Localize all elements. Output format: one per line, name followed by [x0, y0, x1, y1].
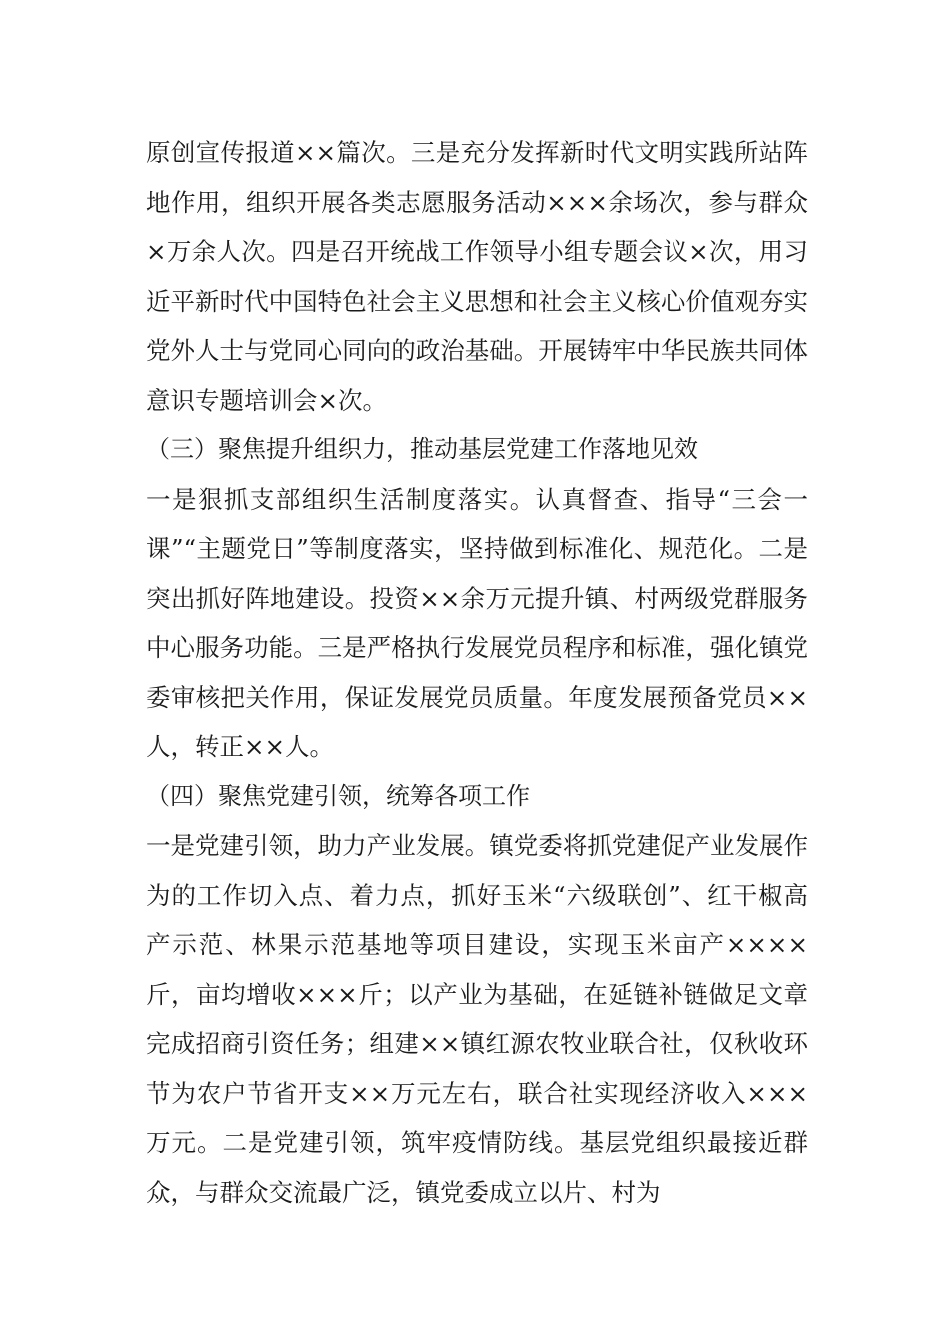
paragraph-party-leadership: 一是党建引领，助力产业发展。镇党委将抓党建促产业发展作为的工作切入点、着力点，抓好玉米“六级联创”、红干椒高产示范、林果示范基地等项目建设，实现玉米亩产××××斤，亩均增收×××斤；以产业为基础，在延链补链做足文章完成招商引资任务；组建××镇红源农牧业联合社，仅秋收环节为农户节省开支××万元左右，联合社实现经济收入×××万元。二是党建引领，筑牢疫情防线。基层党组织最接近群众，与群众交流最广泛，镇党委成立以片、村为 [146, 831, 808, 1207]
document-body [146, 128, 808, 1217]
paragraph-culture-work: 原创宣传报道××篇次。三是充分发挥新时代文明实践所站阵地作用，组织开展各类志愿服务活动×××余场次，参与群众×万余人次。四是召开统战工作领导小组专题会议×次，用习近平新时代中国特色社会主义思想和社会主义核心价值观夯实党外人士与党同心同向的政治基础。开展铸牢中华民族共同体意识专题培训会×次。 [146, 138, 808, 415]
paragraph-organization-work: 一是狠抓支部组织生活制度落实。认真督查、指导“三会一课”“主题党日”等制度落实，坚持做到标准化、规范化。二是突出抓好阵地建设。投资××余万元提升镇、村两级党群服务中心服务功能。三是严格执行发展党员程序和标准，强化镇党委审核把关作用，保证发展党员质量。年度发展预备党员××人，转正××人。 [146, 484, 808, 761]
section-heading-3: （三）聚焦提升组织力，推动基层党建工作落地见效 [146, 435, 698, 463]
section-heading-4: （四）聚焦党建引领，统筹各项工作 [146, 781, 530, 810]
